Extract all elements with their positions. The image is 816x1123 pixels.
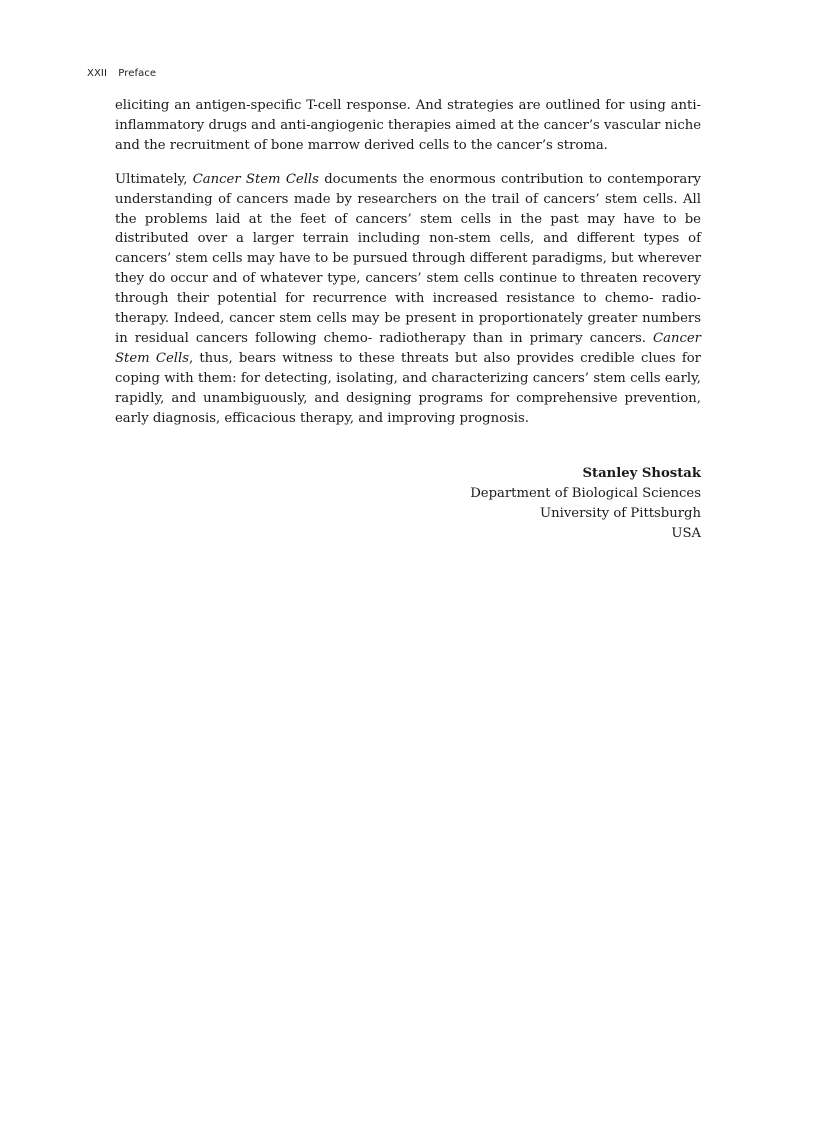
author-country: USA [671, 526, 701, 541]
book-title-italic: Cancer Stem Cells [192, 171, 319, 187]
signature-block [470, 464, 701, 544]
author-university: University of Pittsburgh [540, 506, 701, 521]
author-name: Stanley Shostak [582, 466, 701, 481]
paragraph-2-text-a: Ultimately, [115, 171, 193, 187]
paragraph-2-text-c: , thus, bears witness to these threats but also provides credible clues for coping with them: for detecting, isolating, and characterizing cancers’ stem cells early, rapidly, and unambiguously, and designing programs for comprehensive prevention, early diagnosis, efficacious therapy, and improving prognosis. [115, 350, 701, 426]
author-department: Department of Biological Sciences [470, 486, 701, 501]
page-number: XXII [87, 68, 107, 79]
paragraph-1: eliciting an antigen-specific T-cell response. And strategies are outlined for using anti-inflammatory drugs and anti-angiogenic therapies aimed at the cancer’s vascular niche and the recruitment of bone marrow derived cells to the cancer’s stroma. [115, 98, 701, 153]
book-title-italic: Cancer Stem Cells [115, 330, 701, 366]
paragraph-2-text-b: documents the enormous contribution to contemporary understanding of cancers made by researchers on the trail of cancers’ stem cells. All the problems laid at the feet of cancers’ stem cells in the past may have to be distributed over a larger terrain including non-stem cells, and different types of cancers’ stem cells may have to be pursued through different paradigms, but wherever they do occur and of whatever type, cancers’ stem cells continue to threaten recovery through their potential for recurrence with increased resistance to chemo- radio-therapy. Indeed, cancer stem cells may be present in proportionately greater numbers in residual cancers following chemo- radiotherapy than in primary cancers. [115, 171, 701, 346]
running-head [87, 68, 156, 79]
paragraph-2 [115, 170, 701, 429]
preface-body [115, 96, 701, 429]
section-title: Preface [118, 68, 157, 79]
